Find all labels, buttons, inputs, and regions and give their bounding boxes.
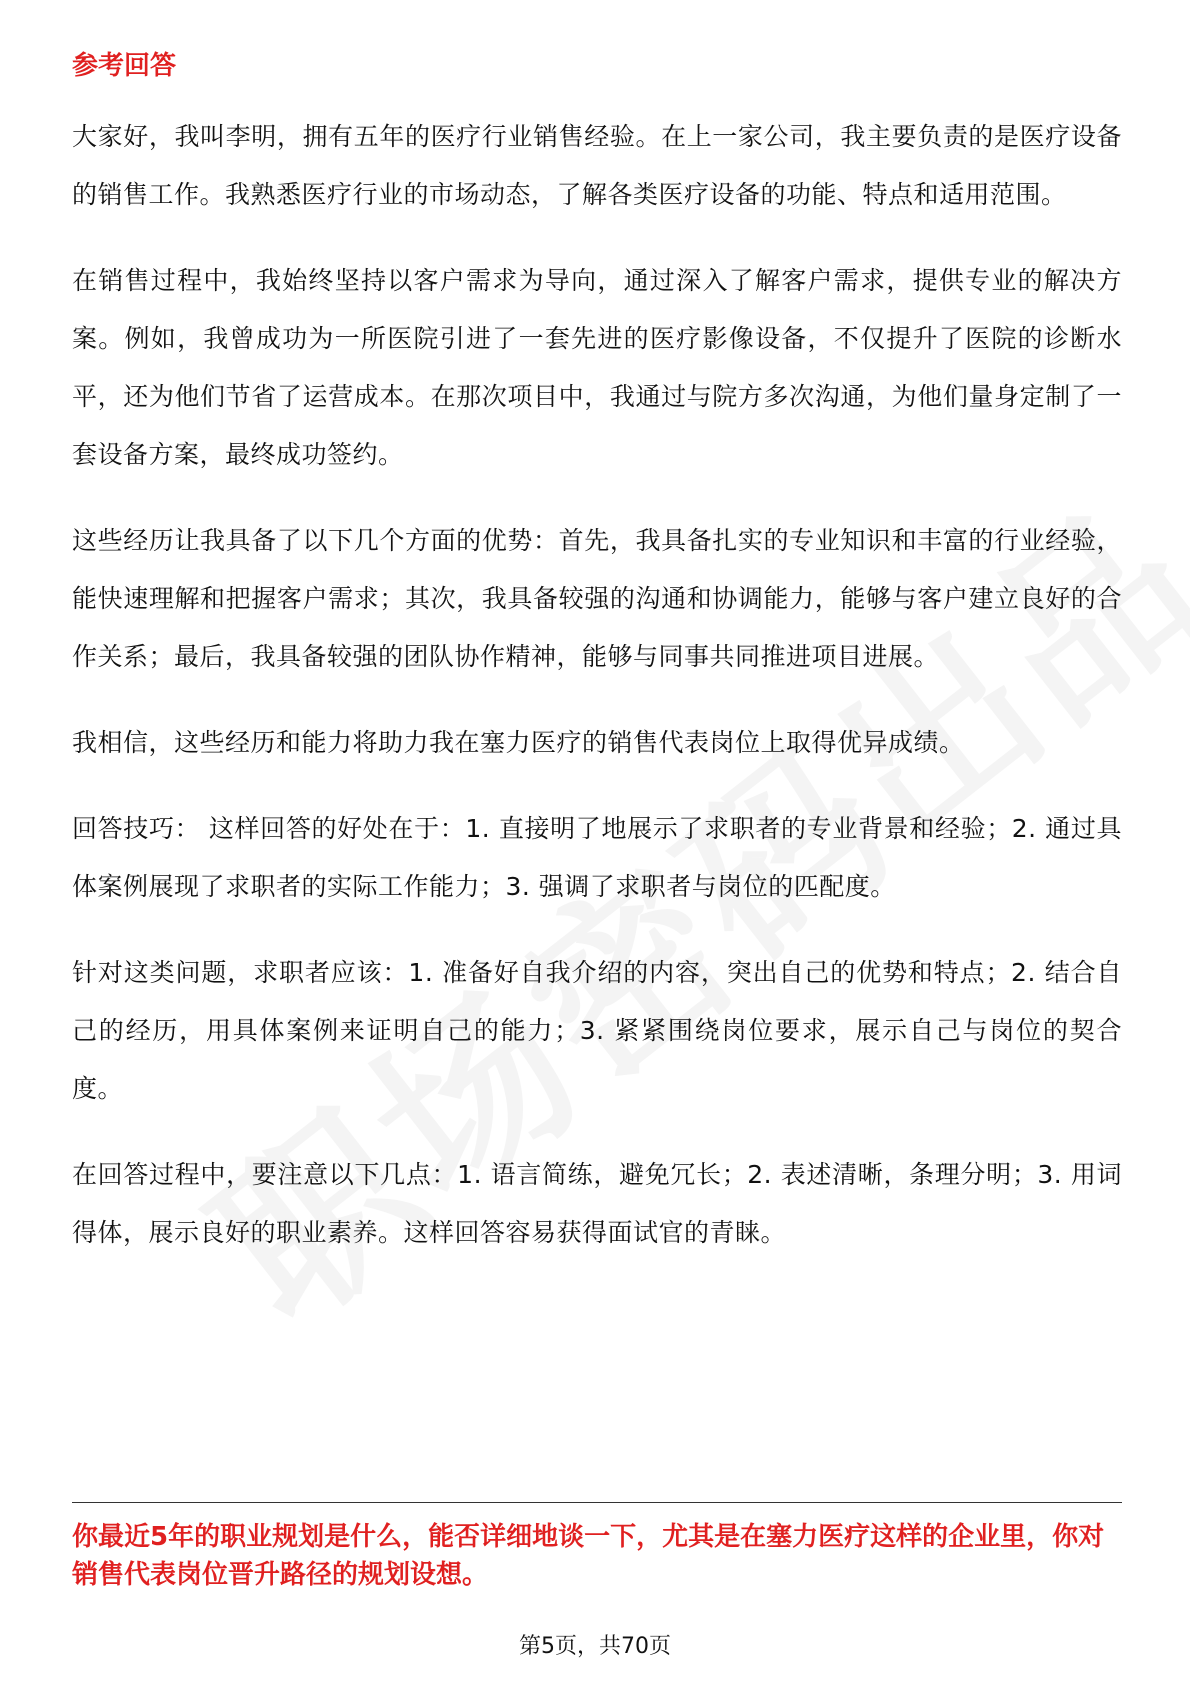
next-question: 你最近5年的职业规划是什么，能否详细地谈一下，尤其是在塞力医疗这样的企业里，你对销售代表岗位晋升路径的规划设想。: [72, 1522, 1105, 1590]
section-title: 参考回答: [72, 51, 177, 81]
paragraph-strengths: 这些经历让我具备了以下几个方面的优势：首先，我具备扎实的专业知识和丰富的行业经验，能快速理解和把握客户需求；其次，我具备较强的沟通和协调能力，能够与客户建立良好的合作关系；最后，我具备较强的团队协作精神，能够与同事共同推进项目进展。: [72, 526, 1122, 671]
answer-content: [72, 48, 1122, 1290]
paragraph-notes: 在回答过程中，要注意以下几点：1. 语言简练，避免冗长；2. 表述清晰，条理分明；3. 用词得体，展示良好的职业素养。这样回答容易获得面试官的青睐。: [72, 1160, 1122, 1247]
paragraph-answer-tips: 回答技巧： 这样回答的好处在于：1. 直接明了地展示了求职者的专业背景和经验；2. 通过具体案例展现了求职者的实际工作能力；3. 强调了求职者与岗位的匹配度。: [72, 814, 1122, 901]
page-number: 第5页，共70页: [519, 1634, 671, 1659]
paragraph-intro: 大家好，我叫李明，拥有五年的医疗行业销售经验。在上一家公司，我主要负责的是医疗设备的销售工作。我熟悉医疗行业的市场动态，了解各类医疗设备的功能、特点和适用范围。: [72, 122, 1122, 209]
section-divider: [72, 1502, 1122, 1503]
paragraph-sales-case: 在销售过程中，我始终坚持以客户需求为导向，通过深入了解客户需求，提供专业的解决方案。例如，我曾成功为一所医院引进了一套先进的医疗影像设备，不仅提升了医院的诊断水平，还为他们节省了运营成本。在那次项目中，我通过与院方多次沟通，为他们量身定制了一套设备方案，最终成功签约。: [72, 266, 1122, 469]
paragraph-conclusion: 我相信，这些经历和能力将助力我在塞力医疗的销售代表岗位上取得优异成绩。: [72, 728, 965, 757]
paragraph-advice: 针对这类问题，求职者应该：1. 准备好自我介绍的内容，突出自己的优势和特点；2. 结合自己的经历，用具体案例来证明自己的能力；3. 紧紧围绕岗位要求，展示自己与岗位的契合度。: [72, 958, 1122, 1103]
